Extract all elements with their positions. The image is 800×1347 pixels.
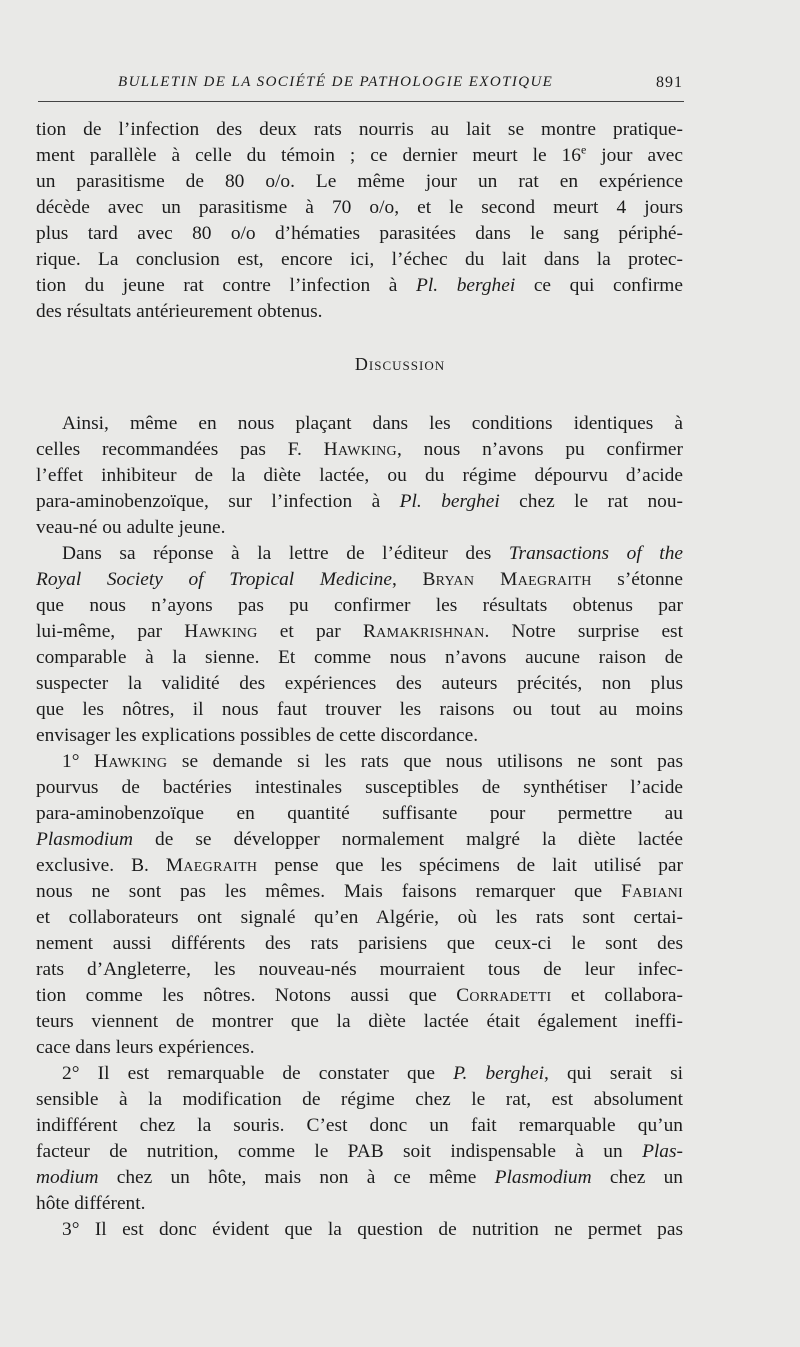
author-name: Maegraith [165,855,258,876]
text-span: nous ne sont pas les mêmes. Mais faisons remarquer que [36,881,622,902]
text-line [36,775,683,801]
text-line [36,273,683,299]
text-line [62,1061,683,1087]
text-span: des résultats antérieurement obtenus. [36,301,323,322]
text-line [36,853,683,879]
text-span: rats d’Angleterre, les nouveau-nés mourraient tous de leur infec- [36,959,683,980]
text-line [36,905,683,931]
text-line [62,541,683,567]
text-span: envisager les explications possibles de cette discordance. [36,725,479,746]
text-span: hôte différent. [36,1193,146,1214]
text-span: que nous n’ayons pas pu confirmer les résultats obtenus par [36,595,683,616]
text-line [36,169,683,195]
text-span: tion de l’infection des deux rats nourris au lait se montre pratique- [36,119,683,140]
text-line [62,411,683,437]
text-span: 3° Il est donc évident que la question de nutrition ne permet pas [62,1219,683,1240]
text-span: pourvus de bactéries intestinales susceptibles de synthétiser l’acide [36,777,683,798]
text-line [36,983,683,1009]
text-span: sensible à la modification de régime chez le rat, est absolument [36,1089,683,1110]
text-span: se demande si les rats que nous utilisons ne sont pas [167,751,683,772]
text-span: tion comme les nôtres. Notons aussi que [36,985,457,1006]
text-line [36,593,683,619]
author-name: Hawking [184,621,258,642]
text-span: , qui serait si [543,1063,684,1084]
text-span: pense que les spécimens de lait utilisé par [257,855,684,876]
author-name: Corradetti [456,985,552,1006]
text-line [36,567,683,593]
text-line [36,1191,683,1217]
text-line [36,515,683,541]
genus-name: Plasmodium [494,1167,592,1188]
text-span: exclusive. B. [36,855,166,876]
text-line [36,957,683,983]
text-span: celles recommandées pas F. [36,439,324,460]
genus-name: Plasmodium [36,829,133,850]
text-line [62,749,683,775]
text-span: et collabora- [551,985,684,1006]
text-span: facteur de nutrition, comme le PAB soit indispensable à un [36,1141,643,1162]
text-line [36,1139,683,1165]
text-line [36,299,683,325]
text-line [36,1113,683,1139]
text-line [36,463,683,489]
text-line [36,723,683,749]
text-line [36,1087,683,1113]
text-span: que les nôtres, il nous faut trouver les raisons ou tout au moins [36,699,683,720]
text-line [36,195,683,221]
text-span: indifférent chez la souris. C’est donc un fait remarquable qu’un [36,1115,683,1136]
text-line [36,697,683,723]
text-span: para-aminobenzoïque, sur l’infection à [36,491,400,512]
text-span: comparable à la sienne. Et comme nous n’avons aucune raison de [36,647,683,668]
author-name: Fabiani [621,881,683,902]
text-line [36,619,683,645]
text-span: ment parallèle à celle du témoin ; ce dernier meurt le 16 [36,145,581,166]
text-span: teurs viennent de montrer que la diète lactée était également ineffi- [36,1011,683,1032]
text-span: , nous n’avons pu confirmer [396,439,683,460]
text-span: para-aminobenzoïque en quantité suffisante pour permettre au [36,803,683,824]
text-span: lui-même, par [36,621,185,642]
text-span: Ainsi, même en nous plaçant dans les conditions identiques à [62,413,683,434]
species-name: P. berghei [453,1063,544,1084]
text-span: décède avec un parasitisme à 70 o/o, et le second meurt 4 jours [36,197,683,218]
text-span: veau-né ou adulte jeune. [36,517,226,538]
genus-name: modium [36,1167,99,1188]
text-line [36,489,683,515]
author-name: Ramakrishnan [362,621,485,642]
species-name: Pl. berghei [399,491,500,512]
text-span: suspecter la validité des expériences des auteurs précités, non plus [36,673,683,694]
text-span: jour avec [586,145,683,166]
text-line [36,671,683,697]
text-line [62,1217,683,1243]
author-name: Hawking [94,751,168,772]
text-span: de se développer normalement malgré la diète lactée [132,829,683,850]
text-span: 1° [62,751,95,772]
text-span: chez le rat nou- [499,491,683,512]
text-span: et par [257,621,363,642]
text-span: rique. La conclusion est, encore ici, l’échec du lait dans la protec- [36,249,683,270]
text-line [36,801,683,827]
running-head: BULLETIN DE LA SOCIÉTÉ DE PATHOLOGIE EXOTIQUE [118,74,554,90]
text-span: plus tard avec 80 o/o d’hématies parasitées dans le sang périphé- [36,223,683,244]
text-line [36,827,683,853]
text-line [36,1035,683,1061]
text-line [36,931,683,957]
text-span: Dans sa réponse à la lettre de l’éditeur des [62,543,509,564]
superscript: e [580,142,587,157]
genus-name: Plas- [642,1141,683,1162]
journal-title: Royal Society of Tropical Medicine [36,569,392,590]
page-number: 891 [656,74,683,91]
text-span: , [391,569,423,590]
header-rule [38,101,684,102]
text-span: cace dans leurs expériences. [36,1037,255,1058]
author-name: Bryan Maegraith [422,569,592,590]
text-line [36,247,683,273]
text-line [36,1009,683,1035]
text-span: chez un hôte, mais non à ce même [98,1167,495,1188]
text-span: et collaborateurs ont signalé qu’en Algérie, où les rats sont certai- [36,907,683,928]
text-span: un parasitisme de 80 o/o. Le même jour un rat en expérience [36,171,683,192]
text-line [36,879,683,905]
text-span: s’étonne [591,569,683,590]
text-line [36,645,683,671]
journal-title: Transactions of the [508,543,683,564]
text-span: tion du jeune rat contre l’infection à [36,275,417,296]
author-name: Hawking [323,439,397,460]
text-span: . Notre surprise est [484,621,683,642]
text-line [36,437,683,463]
species-name: Pl. berghei [416,275,516,296]
text-span: chez un [591,1167,683,1188]
text-line [36,1165,683,1191]
text-span: l’effet inhibiteur de la diète lactée, ou du régime dépourvu d’acide [36,465,683,486]
text-line [36,143,683,169]
section-title: Discussion [354,354,446,374]
text-span: ce qui confirme [515,275,683,296]
text-line [36,117,683,143]
text-span: 2° Il est remarquable de constater que [62,1063,454,1084]
text-line [36,221,683,247]
text-span: nement aussi différents des rats parisiens que ceux-ci le sont des [36,933,683,954]
